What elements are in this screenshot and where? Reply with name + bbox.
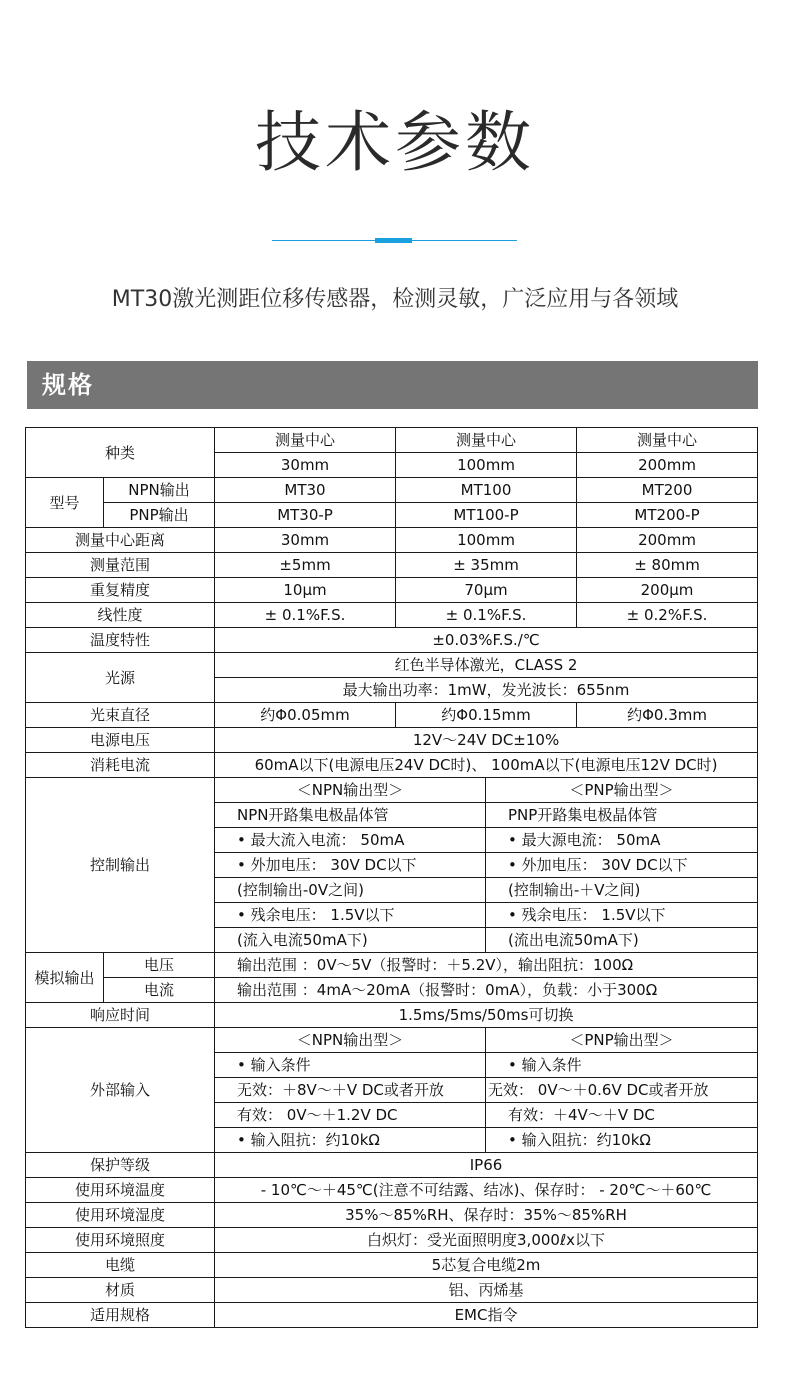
table-cell: 35%～85%RH、保存时：35%～85%RH bbox=[215, 1203, 758, 1228]
table-row bbox=[26, 653, 758, 678]
title-divider-accent bbox=[375, 238, 412, 243]
table-cell: IP66 bbox=[215, 1153, 758, 1178]
table-cell: 200mm bbox=[577, 453, 758, 478]
spec-table bbox=[25, 427, 758, 1328]
table-cell: ± 0.2%F.S. bbox=[577, 603, 758, 628]
table-cell: ± 0.1%F.S. bbox=[396, 603, 577, 628]
table-cell: MT100 bbox=[396, 478, 577, 503]
table-cell: • 输入条件 bbox=[215, 1053, 486, 1078]
table-row bbox=[26, 1003, 758, 1028]
row-label: 电源电压 bbox=[26, 728, 215, 753]
table-row bbox=[26, 503, 758, 528]
table-cell: 5芯复合电缆2m bbox=[215, 1253, 758, 1278]
table-cell: 30mm bbox=[215, 453, 396, 478]
row-label: 模拟输出 bbox=[26, 953, 104, 1003]
table-cell: 红色半导体激光，CLASS 2 bbox=[215, 653, 758, 678]
table-cell: 输出范围 ：0V～5V（报警时：＋5.2V），输出阻抗：100Ω bbox=[215, 953, 758, 978]
page-title: 技术参数 bbox=[255, 104, 535, 181]
table-cell: 30mm bbox=[215, 528, 396, 553]
table-cell: 约Φ0.05mm bbox=[215, 703, 396, 728]
table-cell: • 输入阻抗：约10kΩ bbox=[215, 1128, 486, 1153]
table-cell: ＜NPN输出型＞ bbox=[215, 1028, 486, 1053]
row-label-model: 型号 bbox=[26, 478, 104, 528]
table-row bbox=[26, 953, 758, 978]
table-cell: • 残余电压： 1.5V以下 bbox=[486, 903, 758, 928]
table-row bbox=[26, 1028, 758, 1053]
table-row bbox=[26, 703, 758, 728]
table-cell: 12V～24V DC±10% bbox=[215, 728, 758, 753]
row-label: 光源 bbox=[26, 653, 215, 703]
row-label: 使用环境照度 bbox=[26, 1228, 215, 1253]
table-cell: (控制输出-0V之间) bbox=[215, 878, 486, 903]
table-cell: 最大输出功率：1mW，发光波长：655nm bbox=[215, 678, 758, 703]
table-cell: 有效：＋4V～＋V DC bbox=[486, 1103, 758, 1128]
table-row bbox=[26, 978, 758, 1003]
table-cell: ±5mm bbox=[215, 553, 396, 578]
table-cell: 无效： 0V～＋0.6V DC或者开放 bbox=[486, 1078, 758, 1103]
row-label: 使用环境湿度 bbox=[26, 1203, 215, 1228]
row-label: 重复精度 bbox=[26, 578, 215, 603]
row-label: 温度特性 bbox=[26, 628, 215, 653]
table-row bbox=[26, 1228, 758, 1253]
row-label: 测量中心距离 bbox=[26, 528, 215, 553]
table-cell: • 残余电压： 1.5V以下 bbox=[215, 903, 486, 928]
table-cell: 约Φ0.3mm bbox=[577, 703, 758, 728]
table-cell: • 外加电压： 30V DC以下 bbox=[215, 853, 486, 878]
row-sublabel-voltage: 电压 bbox=[104, 953, 215, 978]
table-cell: 有效： 0V～＋1.2V DC bbox=[215, 1103, 486, 1128]
table-row bbox=[26, 553, 758, 578]
table-cell: • 输入阻抗：约10kΩ bbox=[486, 1128, 758, 1153]
table-cell: EMC指令 bbox=[215, 1303, 758, 1328]
table-row bbox=[26, 728, 758, 753]
table-cell: 约Φ0.15mm bbox=[396, 703, 577, 728]
row-label: 消耗电流 bbox=[26, 753, 215, 778]
table-row bbox=[26, 428, 758, 453]
table-cell: (流出电流50mA下) bbox=[486, 928, 758, 953]
table-cell: MT30-P bbox=[215, 503, 396, 528]
row-label: 适用规格 bbox=[26, 1303, 215, 1328]
table-cell: ＜PNP输出型＞ bbox=[486, 778, 758, 803]
row-label-kind: 种类 bbox=[26, 428, 215, 478]
table-cell: NPN开路集电极晶体管 bbox=[215, 803, 486, 828]
row-label: 响应时间 bbox=[26, 1003, 215, 1028]
table-cell: 测量中心 bbox=[396, 428, 577, 453]
row-label: 线性度 bbox=[26, 603, 215, 628]
table-row bbox=[26, 753, 758, 778]
table-row bbox=[26, 478, 758, 503]
table-cell: 200mm bbox=[577, 528, 758, 553]
row-label: 电缆 bbox=[26, 1253, 215, 1278]
table-cell: PNP开路集电极晶体管 bbox=[486, 803, 758, 828]
table-cell: 白炽灯：受光面照明度3,000ℓx以下 bbox=[215, 1228, 758, 1253]
table-row bbox=[26, 1253, 758, 1278]
page-subtitle: MT30激光测距位移传感器，检测灵敏，广泛应用与各领域 bbox=[111, 287, 679, 312]
table-cell: 60mA以下(电源电压24V DC时)、 100mA以下(电源电压12V DC时) bbox=[215, 753, 758, 778]
table-cell: 200μm bbox=[577, 578, 758, 603]
row-sublabel-pnp: PNP输出 bbox=[104, 503, 215, 528]
table-row bbox=[26, 778, 758, 803]
table-cell: 无效：＋8V～＋V DC或者开放 bbox=[215, 1078, 486, 1103]
table-cell: ＜PNP输出型＞ bbox=[486, 1028, 758, 1053]
row-label: 测量范围 bbox=[26, 553, 215, 578]
row-sublabel-npn: NPN输出 bbox=[104, 478, 215, 503]
table-row bbox=[26, 1203, 758, 1228]
table-row bbox=[26, 1153, 758, 1178]
table-cell: ± 35mm bbox=[396, 553, 577, 578]
table-cell: ＜NPN输出型＞ bbox=[215, 778, 486, 803]
table-row bbox=[26, 1178, 758, 1203]
table-cell: 100mm bbox=[396, 453, 577, 478]
table-cell: - 10℃～＋45℃(注意不可结露、结冰)、保存时： - 20℃～＋60℃ bbox=[215, 1178, 758, 1203]
table-cell: ± 80mm bbox=[577, 553, 758, 578]
table-row bbox=[26, 578, 758, 603]
row-label: 控制输出 bbox=[26, 778, 215, 953]
table-cell: 100mm bbox=[396, 528, 577, 553]
section-header bbox=[27, 361, 758, 409]
table-cell: 输出范围 ：4mA～20mA（报警时：0mA），负载：小于300Ω bbox=[215, 978, 758, 1003]
table-cell: MT100-P bbox=[396, 503, 577, 528]
section-title: 规格 bbox=[42, 371, 94, 399]
table-cell: MT200-P bbox=[577, 503, 758, 528]
table-cell: (流入电流50mA下) bbox=[215, 928, 486, 953]
table-cell: ± 0.1%F.S. bbox=[215, 603, 396, 628]
row-label: 光束直径 bbox=[26, 703, 215, 728]
table-row bbox=[26, 628, 758, 653]
table-cell: MT200 bbox=[577, 478, 758, 503]
table-cell: 测量中心 bbox=[215, 428, 396, 453]
table-cell: • 最大流入电流： 50mA bbox=[215, 828, 486, 853]
table-cell: 1.5ms/5ms/50ms可切换 bbox=[215, 1003, 758, 1028]
row-label: 外部输入 bbox=[26, 1028, 215, 1153]
table-row bbox=[26, 1303, 758, 1328]
table-cell: 10μm bbox=[215, 578, 396, 603]
row-label: 使用环境温度 bbox=[26, 1178, 215, 1203]
table-cell: 测量中心 bbox=[577, 428, 758, 453]
table-cell: MT30 bbox=[215, 478, 396, 503]
table-cell: 铝、丙烯基 bbox=[215, 1278, 758, 1303]
row-label: 材质 bbox=[26, 1278, 215, 1303]
row-label: 保护等级 bbox=[26, 1153, 215, 1178]
table-row bbox=[26, 1278, 758, 1303]
table-cell: ±0.03%F.S./℃ bbox=[215, 628, 758, 653]
table-cell: • 最大源电流： 50mA bbox=[486, 828, 758, 853]
table-cell: (控制输出-＋V之间) bbox=[486, 878, 758, 903]
row-sublabel-current: 电流 bbox=[104, 978, 215, 1003]
table-cell: • 输入条件 bbox=[486, 1053, 758, 1078]
table-cell: 70μm bbox=[396, 578, 577, 603]
table-row bbox=[26, 603, 758, 628]
table-cell: • 外加电压： 30V DC以下 bbox=[486, 853, 758, 878]
table-row bbox=[26, 528, 758, 553]
